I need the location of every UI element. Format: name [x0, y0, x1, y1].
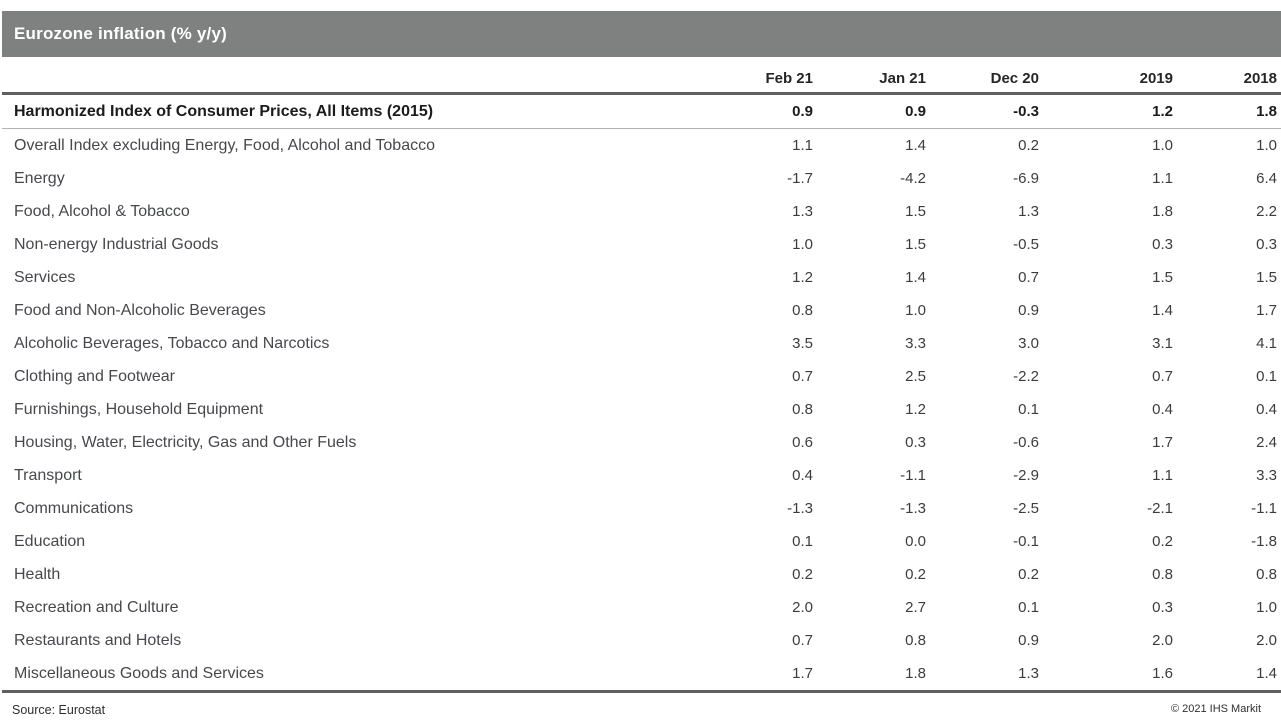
- cell-value: 0.2: [1152, 533, 1173, 550]
- cell-value: 0.8: [1152, 566, 1173, 583]
- cell-value: -4.2: [900, 170, 926, 187]
- cell-value: 1.8: [905, 665, 926, 682]
- cell-value: -2.9: [1013, 467, 1039, 484]
- row-label: Recreation and Culture: [14, 598, 179, 616]
- cell-value: 1.7: [792, 665, 813, 682]
- cell-value: -1.7: [787, 170, 813, 187]
- table-title-bar: [2, 11, 1281, 57]
- column-header: Feb 21: [765, 70, 813, 87]
- cell-value: 0.2: [1018, 137, 1039, 154]
- table-row: [2, 657, 1281, 690]
- cell-value: -1.3: [900, 500, 926, 517]
- row-label: Overall Index excluding Energy, Food, Alcohol and Tobacco: [14, 136, 435, 154]
- header-row: [2, 57, 1281, 94]
- table-row: [2, 129, 1281, 163]
- summary-row: [2, 94, 1281, 129]
- cell-value: 0.8: [905, 632, 926, 649]
- cell-value: 0.4: [1152, 401, 1173, 418]
- cell-value: 1.8: [1256, 103, 1277, 120]
- cell-value: 1.5: [905, 236, 926, 253]
- row-label: Non-energy Industrial Goods: [14, 235, 219, 253]
- cell-value: 3.3: [905, 335, 926, 352]
- cell-value: 1.1: [1152, 467, 1173, 484]
- cell-value: 0.3: [1152, 599, 1173, 616]
- cell-value: 1.2: [1152, 103, 1173, 120]
- cell-value: 0.7: [792, 368, 813, 385]
- table-row: [2, 525, 1281, 558]
- table-row: [2, 492, 1281, 525]
- cell-value: 0.1: [1018, 599, 1039, 616]
- cell-value: 1.6: [1152, 665, 1173, 682]
- cell-value: 1.2: [792, 269, 813, 286]
- cell-value: 1.2: [905, 401, 926, 418]
- table-row: [2, 459, 1281, 492]
- cell-value: 1.7: [1152, 434, 1173, 451]
- cell-value: 0.9: [905, 103, 926, 120]
- cell-value: 3.0: [1018, 335, 1039, 352]
- table-row: [2, 393, 1281, 426]
- table-row: [2, 558, 1281, 591]
- cell-value: -2.2: [1013, 368, 1039, 385]
- cell-value: 6.4: [1256, 170, 1277, 187]
- cell-value: 1.0: [905, 302, 926, 319]
- cell-value: 0.8: [792, 302, 813, 319]
- inflation-table: [2, 57, 1281, 690]
- cell-value: -1.8: [1251, 533, 1277, 550]
- row-label: Communications: [14, 499, 134, 517]
- cell-value: 3.1: [1152, 335, 1173, 352]
- table-row: [2, 162, 1281, 195]
- row-label: Services: [14, 268, 76, 286]
- cell-value: 0.8: [1256, 566, 1277, 583]
- row-label: Health: [14, 565, 61, 583]
- cell-value: 1.4: [905, 269, 926, 286]
- cell-value: 1.3: [1018, 665, 1039, 682]
- cell-value: 0.6: [792, 434, 813, 451]
- copyright-note: © 2021 IHS Markit: [1170, 703, 1261, 715]
- cell-value: 0.1: [1018, 401, 1039, 418]
- footer: [0, 693, 1265, 717]
- cell-value: 0.4: [792, 467, 813, 484]
- cell-value: -0.1: [1013, 533, 1039, 550]
- header-empty-cell: [2, 57, 705, 94]
- cell-value: 1.0: [792, 236, 813, 253]
- cell-value: -0.6: [1013, 434, 1039, 451]
- cell-value: 3.5: [792, 335, 813, 352]
- row-label: Restaurants and Hotels: [14, 631, 182, 649]
- cell-value: 0.1: [1256, 368, 1277, 385]
- cell-value: 0.8: [792, 401, 813, 418]
- table-row: [2, 228, 1281, 261]
- cell-value: 1.1: [1152, 170, 1173, 187]
- column-header: Dec 20: [990, 70, 1039, 87]
- row-label: Furnishings, Household Equipment: [14, 400, 264, 418]
- cell-value: 1.0: [1256, 599, 1277, 616]
- cell-value: 2.0: [792, 599, 813, 616]
- cell-value: 0.7: [792, 632, 813, 649]
- table-row: [2, 591, 1281, 624]
- cell-value: 0.4: [1256, 401, 1277, 418]
- cell-value: -6.9: [1013, 170, 1039, 187]
- cell-value: 0.9: [1018, 632, 1039, 649]
- cell-value: 1.5: [1256, 269, 1277, 286]
- cell-value: 0.9: [1018, 302, 1039, 319]
- cell-value: 0.2: [792, 566, 813, 583]
- source-note: Source: Eurostat: [12, 703, 106, 717]
- table-row: [2, 195, 1281, 228]
- row-label: Food and Non-Alcoholic Beverages: [14, 301, 266, 319]
- table-title: Eurozone inflation (% y/y): [14, 24, 227, 43]
- cell-value: 4.1: [1256, 335, 1277, 352]
- cell-value: 1.0: [1152, 137, 1173, 154]
- row-label: Energy: [14, 169, 65, 187]
- column-header: 2019: [1139, 70, 1173, 87]
- row-label: Miscellaneous Goods and Services: [14, 664, 264, 682]
- row-label: Housing, Water, Electricity, Gas and Other Fuels: [14, 433, 357, 451]
- table-row: [2, 261, 1281, 294]
- cell-value: 2.0: [1256, 632, 1277, 649]
- table-row: [2, 327, 1281, 360]
- cell-value: -1.1: [900, 467, 926, 484]
- table-row: [2, 294, 1281, 327]
- row-label: Transport: [14, 466, 82, 484]
- cell-value: 2.2: [1256, 203, 1277, 220]
- column-header: Jan 21: [879, 70, 926, 87]
- cell-value: 1.4: [1152, 302, 1173, 319]
- cell-value: 1.1: [792, 137, 813, 154]
- cell-value: 2.5: [905, 368, 926, 385]
- column-header: 2018: [1243, 70, 1277, 87]
- table-body: [2, 94, 1281, 691]
- cell-value: 0.2: [905, 566, 926, 583]
- row-label: Clothing and Footwear: [14, 367, 175, 385]
- cell-value: 0.3: [905, 434, 926, 451]
- table-header: [2, 57, 1281, 94]
- cell-value: 2.4: [1256, 434, 1277, 451]
- table-row: [2, 426, 1281, 459]
- cell-value: -2.1: [1147, 500, 1173, 517]
- cell-value: -1.1: [1251, 500, 1277, 517]
- cell-value: 0.0: [905, 533, 926, 550]
- cell-value: 1.5: [1152, 269, 1173, 286]
- table-row: [2, 624, 1281, 657]
- cell-value: 0.3: [1256, 236, 1277, 253]
- cell-value: 1.4: [905, 137, 926, 154]
- row-label: Food, Alcohol & Tobacco: [14, 202, 190, 220]
- cell-value: -0.3: [1013, 103, 1039, 120]
- cell-value: 0.9: [792, 103, 813, 120]
- cell-value: 1.4: [1256, 665, 1277, 682]
- cell-value: 1.8: [1152, 203, 1173, 220]
- row-label: Alcoholic Beverages, Tobacco and Narcotics: [14, 334, 330, 352]
- cell-value: -1.3: [787, 500, 813, 517]
- cell-value: -2.5: [1013, 500, 1039, 517]
- cell-value: 0.1: [792, 533, 813, 550]
- cell-value: 1.0: [1256, 137, 1277, 154]
- cell-value: 1.3: [792, 203, 813, 220]
- cell-value: 1.5: [905, 203, 926, 220]
- row-label: Education: [14, 532, 86, 550]
- cell-value: 1.3: [1018, 203, 1039, 220]
- cell-value: 0.7: [1018, 269, 1039, 286]
- row-label: Harmonized Index of Consumer Prices, All Items (2015): [14, 102, 434, 120]
- table-row: [2, 360, 1281, 393]
- cell-value: 0.2: [1018, 566, 1039, 583]
- cell-value: 0.3: [1152, 236, 1173, 253]
- cell-value: -0.5: [1013, 236, 1039, 253]
- cell-value: 3.3: [1256, 467, 1277, 484]
- cell-value: 0.7: [1152, 368, 1173, 385]
- cell-value: 1.7: [1256, 302, 1277, 319]
- cell-value: 2.0: [1152, 632, 1173, 649]
- cell-value: 2.7: [905, 599, 926, 616]
